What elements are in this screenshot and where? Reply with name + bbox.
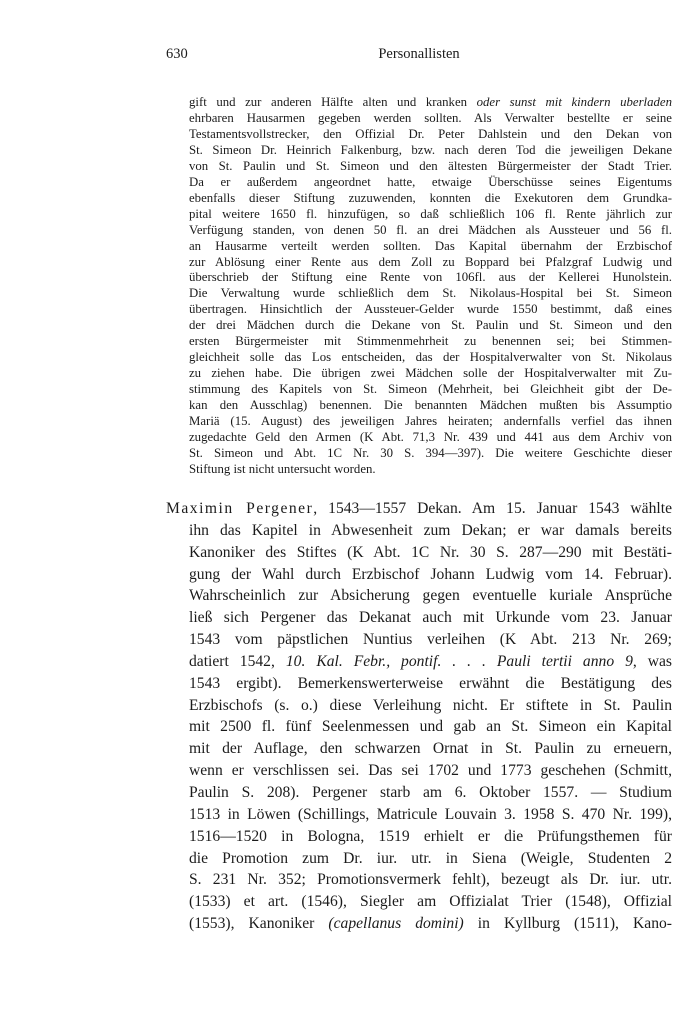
- text-segment: kan den Ausschlag) benennen. Die benannten Mädchen mußten bis Assumptio: [189, 398, 672, 413]
- text-line: [189, 334, 672, 350]
- text-line: [189, 430, 672, 446]
- text-segment: S. 231 Nr. 352; Promotionsvermerk fehlt), bezeugt als Dr. iur. utr.: [189, 871, 672, 889]
- text-line: [189, 239, 672, 255]
- text-line: [189, 366, 672, 382]
- text-segment: überschrieb der Stiftung eine Rente von 106fl. aus der Kellerei Hunolstein.: [189, 270, 672, 285]
- text-segment: zu ziehen habe. Die übrigen zwei Mädchen solle der Hospitalverwalter mit Zu-: [189, 366, 672, 381]
- running-title: Personallisten: [378, 46, 460, 62]
- text-line: [189, 111, 672, 127]
- text-segment: in Kyllburg (1511), Kano-: [463, 915, 672, 933]
- text-line: [189, 207, 672, 223]
- text-segment: der drei Mädchen durch die Dekane von St. Paulin und St. Simeon und den: [189, 318, 672, 333]
- text-segment: Stiftung ist nicht untersucht worden.: [189, 461, 376, 476]
- text-line: [189, 223, 672, 239]
- text-line: [189, 159, 672, 175]
- text-line: [166, 542, 672, 564]
- text-line: [189, 382, 672, 398]
- text-line: [189, 143, 672, 159]
- text-segment: Die Verwaltung wurde schließlich dem St. Nikolaus-Hospital bei St. Simeon: [189, 286, 672, 301]
- text-segment: ließ sich Pergener das Dekanat auch mit Urkunde vom 23. Januar: [189, 609, 672, 627]
- text-line: [189, 318, 672, 334]
- text-line: [166, 826, 672, 848]
- text-segment: gift und zur anderen Hälfte alten und kranken: [189, 95, 477, 109]
- text-line: [166, 564, 672, 586]
- text-segment: die Promotion zum Dr. iur. utr. in Siena (Weigle, Studenten 2: [189, 849, 672, 867]
- text-line: [189, 175, 672, 191]
- text-segment: 1543 ergibt). Bemerkenswerterweise erwähnt die Bestätigung des: [189, 674, 672, 692]
- text-line: [166, 673, 672, 695]
- text-line: [166, 695, 672, 717]
- text-segment: (1533) et art. (1546), Siegler am Offizialat Trier (1548), Offizial: [189, 893, 672, 911]
- text-line: [189, 398, 672, 414]
- text-line: [166, 738, 672, 760]
- text-segment: Verfügung standen, von denen 50 fl. an drei Mädchen als Aussteuer und 56 fl.: [189, 222, 672, 237]
- text-line: [166, 716, 672, 738]
- person-name: Maximin Pergener: [166, 500, 314, 517]
- italic-segment: oder sunst mit kindern uberladen: [476, 95, 672, 109]
- text-segment: pital weitere 1650 fl. hinzufügen, so daß schließlich 106 fl. Rente jährlich zur: [189, 206, 672, 221]
- text-line: [166, 869, 672, 891]
- text-line: [166, 585, 672, 607]
- text-segment: Mariä (15. August) des jeweiligen Jahres heiraten; andernfalls verfiel das ihnen: [189, 414, 672, 429]
- text-segment: Testamentsvollstrecker, den Offizial Dr. Peter Dahlstein und den Dekan von: [189, 126, 672, 141]
- text-segment: 1513 in Löwen (Schillings, Matricule Louvain 3. 1958 S. 470 Nr. 199),: [189, 805, 672, 823]
- text-segment: Erzbischofs (s. o.) diese Verleihung nicht. Er stiftete in St. Paulin: [189, 696, 672, 714]
- text-segment: wenn er verschlissen sei. Das sei 1702 und 1773 geschehen (Schmitt,: [189, 762, 672, 780]
- text-segment: St. Simeon und Abt. 1C Nr. 30 S. 394—397). Die weitere Geschichte dieser: [189, 445, 672, 460]
- text-segment: Da er außerdem angeordnet hatte, etwaige Überschüsse seines Eigentums: [189, 174, 672, 189]
- text-line: [166, 891, 672, 913]
- text-segment: an Hausarme verteilt werden sollten. Das Kapital übernahm der Erzbischof: [189, 238, 672, 253]
- text-segment: , 1543—1557 Dekan. Am 15. Januar 1543 wählte: [313, 500, 672, 517]
- text-segment: gung der Wahl durch Erzbischof Johann Ludwig vom 14. Februar).: [189, 565, 672, 583]
- text-segment: ihn das Kapitel in Abwesenheit zum Dekan; er war damals bereits: [189, 521, 672, 539]
- text-line: [189, 270, 672, 286]
- biography-entry: [166, 498, 672, 935]
- text-segment: mit 2500 fl. fünf Seelenmessen und gab an St. Simeon ein Kapital: [189, 718, 672, 736]
- text-segment: zur Ablösung einer Rente aus dem Zoll zu Boppard bei Pfalzgraf Ludwig und: [189, 254, 672, 269]
- text-line: [189, 446, 672, 462]
- italic-segment: (capellanus domini): [328, 915, 464, 933]
- text-segment: , was: [632, 652, 672, 670]
- text-segment: ehrbaren Hausarmen gegeben werden sollten. Als Verwalter bestellte er seine: [189, 110, 672, 125]
- text-segment: zugedachte Geld den Armen (K Abt. 71,3 Nr. 439 und 441 aus dem Archiv von: [189, 430, 672, 445]
- text-segment: (1553), Kanoniker: [189, 915, 329, 933]
- text-segment: gleichheit solle das Los entscheiden, das der Hospitalverwalter von St. Nikolaus: [189, 350, 672, 365]
- text-segment: von St. Paulin und St. Simeon und den ältesten Bürgermeister der Stadt Trier.: [189, 158, 672, 173]
- text-line: [189, 191, 672, 207]
- text-line: [166, 782, 672, 804]
- page-header: [166, 46, 672, 68]
- text-segment: ersten Bürgermeister mit Stimmenmehrheit zu benennen sei; bei Stimmen-: [189, 334, 672, 349]
- page-number: 630: [166, 46, 188, 62]
- text-segment: St. Simeon Dr. Heinrich Falkenburg, bzw. nach deren Tod die jeweiligen Dekane: [189, 142, 672, 157]
- text-line: [189, 462, 672, 478]
- text-segment: 1516—1520 in Bologna, 1519 erhielt er die Prüfungsthemen für: [189, 827, 672, 845]
- text-segment: Kanoniker des Stiftes (K Abt. 1C Nr. 30 S. 287—290 mit Bestäti-: [189, 543, 672, 561]
- text-segment: 1543 vom päpstlichen Nuntius verleihen (K Abt. 213 Nr. 269;: [189, 631, 672, 649]
- text-segment: übertragen. Hinsichtlich der Aussteuer-Gelder wurde 1550 bestimmt, daß eines: [189, 302, 672, 317]
- text-line: [189, 95, 672, 111]
- text-line: [189, 414, 672, 430]
- text-segment: Paulin S. 208). Pergener starb am 6. Oktober 1557. — Studium: [189, 783, 672, 801]
- text-line: [189, 127, 672, 143]
- foundation-note-block: [189, 95, 672, 478]
- text-line: [166, 629, 672, 651]
- text-line: [189, 350, 672, 366]
- text-segment: datiert 1542,: [189, 652, 286, 670]
- text-line: [166, 498, 672, 520]
- text-line: [166, 848, 672, 870]
- italic-segment: 10. Kal. Febr., pontif. . . . Pauli tertii anno 9: [285, 652, 633, 670]
- text-segment: ebenfalls dieser Stiftung zuzuwenden, konnten die Exekutoren dem Grundka-: [189, 190, 672, 205]
- text-line: [189, 286, 672, 302]
- text-line: [166, 651, 672, 673]
- text-line: [166, 760, 672, 782]
- text-line: [189, 255, 672, 271]
- text-line: [166, 520, 672, 542]
- text-segment: mit der Auflage, den schwarzen Ornat in St. Paulin zu erneuern,: [189, 740, 672, 758]
- text-line: [166, 804, 672, 826]
- text-segment: Wahrscheinlich zur Absicherung gegen eventuelle kuriale Ansprüche: [189, 587, 672, 605]
- text-segment: stimmung des Kapitels von St. Simeon (Mehrheit, bei Gleichheit gibt der De-: [189, 382, 672, 397]
- text-line: [166, 913, 672, 935]
- text-line: [166, 607, 672, 629]
- text-line: [189, 302, 672, 318]
